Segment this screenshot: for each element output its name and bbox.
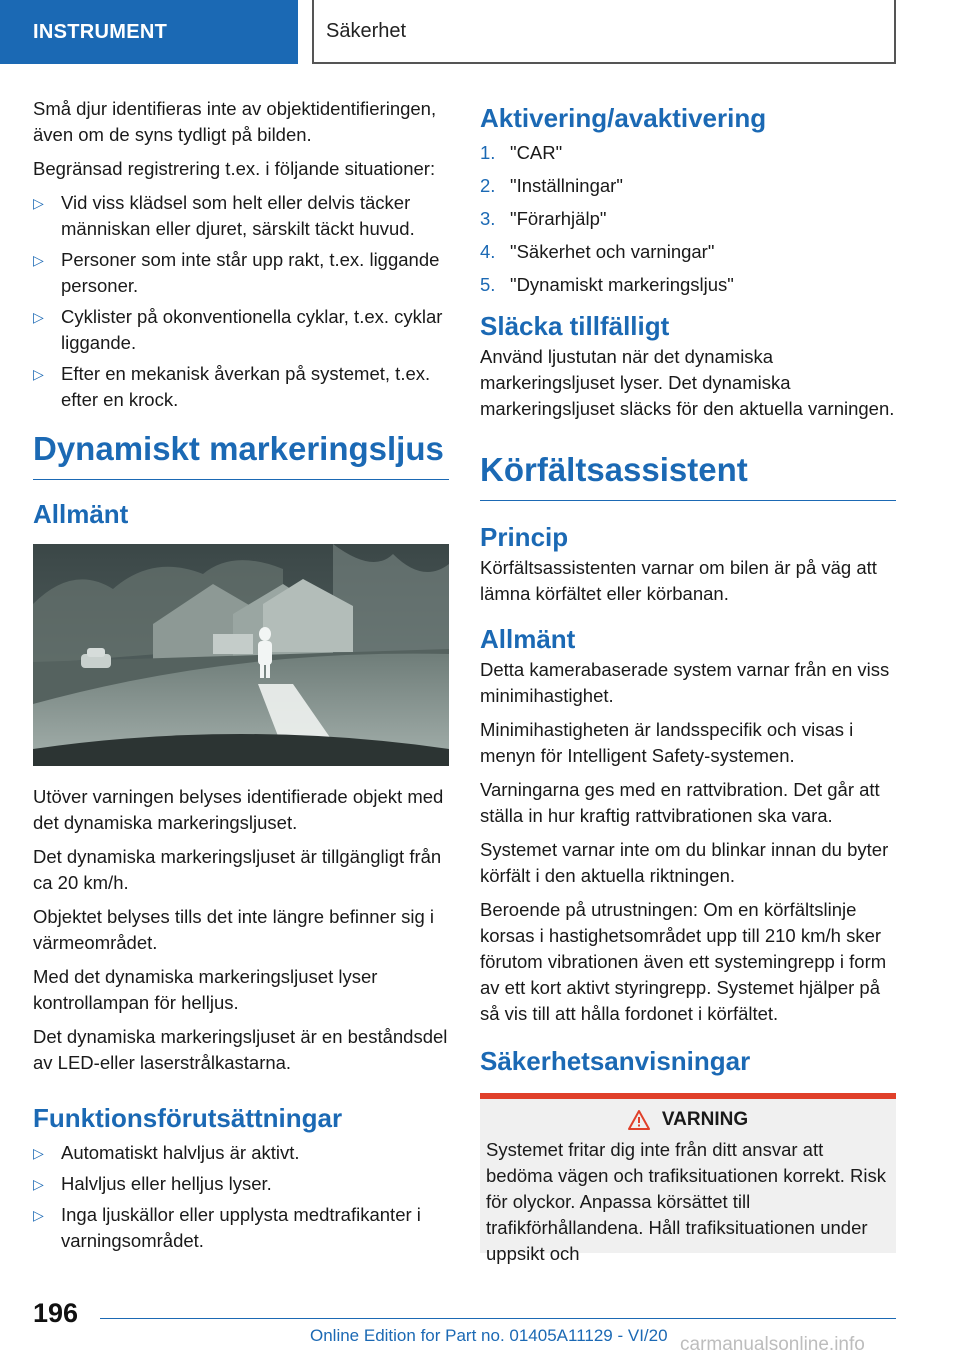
subheading-principle: Princip bbox=[480, 522, 569, 552]
warning-text: Systemet fritar dig inte från ditt ansvar att bedöma vägen och trafiksituationen korrekt. Risk för olyckor. Anpassa körsättet till trafikförhållandena. Håll trafiksituationen under uppsikt och bbox=[486, 1139, 887, 1264]
step-item: 4. "Säkerhet och varningar" bbox=[480, 241, 715, 262]
footer-edition: Online Edition for Part no. 01405A11129 - VI/20 bbox=[310, 1326, 668, 1345]
subheading-function-requirements: Funktionsförutsättningar bbox=[33, 1103, 343, 1133]
step-item: 1. "CAR" bbox=[480, 142, 563, 163]
watermark: carmanualsonline.info bbox=[680, 1334, 865, 1355]
triangle-bullet-icon: ▷ bbox=[33, 366, 44, 382]
activation-steps bbox=[480, 140, 896, 298]
warning-box bbox=[480, 1093, 896, 1264]
triangle-bullet-icon: ▷ bbox=[33, 309, 44, 325]
triangle-bullet-icon: ▷ bbox=[33, 195, 44, 211]
left-column bbox=[33, 96, 449, 1266]
list-item: ▷ Automatiskt halvljus är aktivt. bbox=[33, 1140, 449, 1166]
subheading-activation: Aktivering/avaktivering bbox=[480, 103, 767, 133]
subheading-general: Allmänt bbox=[33, 499, 129, 529]
paragraph: Använd ljustutan när det dynamiska markeringsljuset lyser. Det dynamiska markeringsljuset släcks för den aktuella varningen. bbox=[480, 346, 895, 419]
limitation-list bbox=[33, 190, 449, 413]
subheading-temporary-off: Släcka tillfälligt bbox=[480, 311, 670, 341]
step-item: 3. "Förarhjälp" bbox=[480, 208, 607, 229]
warning-title: VARNING bbox=[661, 1109, 749, 1130]
list-item: ▷ Halvljus eller helljus lyser. bbox=[33, 1171, 449, 1197]
step-item: 5. "Dynamiskt markeringsljus" bbox=[480, 274, 734, 295]
triangle-bullet-icon: ▷ bbox=[33, 252, 44, 268]
list-item: ▷ Cyklister på okonventionella cyklar, t.ex. cyklar liggande. bbox=[33, 306, 443, 353]
paragraph: Utöver varningen belyses identifierade objekt med det dynamiska markeringsljuset. bbox=[33, 786, 444, 833]
list-item: ▷ Inga ljuskällor eller upplysta medtrafikanter i varningsområdet. bbox=[33, 1204, 421, 1251]
triangle-bullet-icon: ▷ bbox=[33, 1145, 44, 1161]
paragraph: Beroende på utrustningen: Om en körfältslinje korsas i hastighetsområdet upp till 210 km/h sker förutom vibrationen även ett systemingrepp i form av ett kort aktivt styringrepp. Systemet hjälper på så vis till att hålla fordonet i körfältet. bbox=[480, 899, 887, 1024]
triangle-bullet-icon: ▷ bbox=[33, 1207, 44, 1223]
paragraph: Objektet belyses tills det inte längre befinner sig i värmeområdet. bbox=[33, 906, 435, 953]
night-vision-illustration bbox=[33, 544, 449, 766]
paragraph: Med det dynamiska markeringsljuset lyser kontrollampan för helljus. bbox=[33, 966, 378, 1013]
paragraph: Körfältsassistenten varnar om bilen är på väg att lämna körfältet eller körbanan. bbox=[480, 557, 877, 604]
chapter-label: Säkerhet bbox=[326, 19, 407, 42]
paragraph: Det dynamiska markeringsljuset är tillgängligt från ca 20 km/h. bbox=[33, 846, 442, 893]
section-heading-lane-assistant: Körfältsassistent bbox=[480, 450, 896, 501]
paragraph: Systemet varnar inte om du blinkar innan du byter körfält i den aktuella riktningen. bbox=[480, 839, 889, 886]
requirements-list bbox=[33, 1140, 449, 1254]
section-label: INSTRUMENT bbox=[33, 20, 168, 43]
right-column bbox=[480, 96, 896, 1264]
page-number: 196 bbox=[33, 1298, 79, 1328]
warning-triangle-icon bbox=[628, 1110, 650, 1130]
list-item: ▷ Efter en mekanisk åverkan på systemet, t.ex. efter en krock. bbox=[33, 363, 431, 410]
chapter-header bbox=[312, 0, 896, 64]
paragraph: Varningarna ges med en rattvibration. Det går att ställa in hur kraftig rattvibrationen ska vara. bbox=[480, 779, 880, 826]
list-item: ▷ Personer som inte står upp rakt, t.ex. liggande personer. bbox=[33, 249, 440, 296]
warning-header bbox=[486, 1109, 890, 1131]
intro-paragraph-1: Små djur identifieras inte av objektidentifieringen, även om de syns tydligt på bilden. bbox=[33, 98, 437, 145]
step-item: 2. "Inställningar" bbox=[480, 175, 623, 196]
paragraph: Det dynamiska markeringsljuset är en beståndsdel av LED-eller laserstrålkastarna. bbox=[33, 1026, 448, 1073]
footer-divider bbox=[100, 1318, 896, 1319]
intro-paragraph-2: Begränsad registrering t.ex. i följande situationer: bbox=[33, 158, 436, 179]
subheading-safety: Säkerhetsanvisningar bbox=[480, 1046, 751, 1076]
section-heading-dynamic-light: Dynamiskt markeringsljus bbox=[33, 429, 449, 480]
list-item: ▷ Vid viss klädsel som helt eller delvis täcker människan eller djuret, särskilt täckt huvud. bbox=[33, 192, 415, 239]
section-tab[interactable] bbox=[0, 0, 298, 64]
triangle-bullet-icon: ▷ bbox=[33, 1176, 44, 1192]
paragraph: Minimihastigheten är landsspecifik och visas i menyn för Intelligent Safety-systemen. bbox=[480, 719, 854, 766]
paragraph: Detta kamerabaserade system varnar från en viss minimihastighet. bbox=[480, 659, 890, 706]
subheading-general: Allmänt bbox=[480, 624, 576, 654]
